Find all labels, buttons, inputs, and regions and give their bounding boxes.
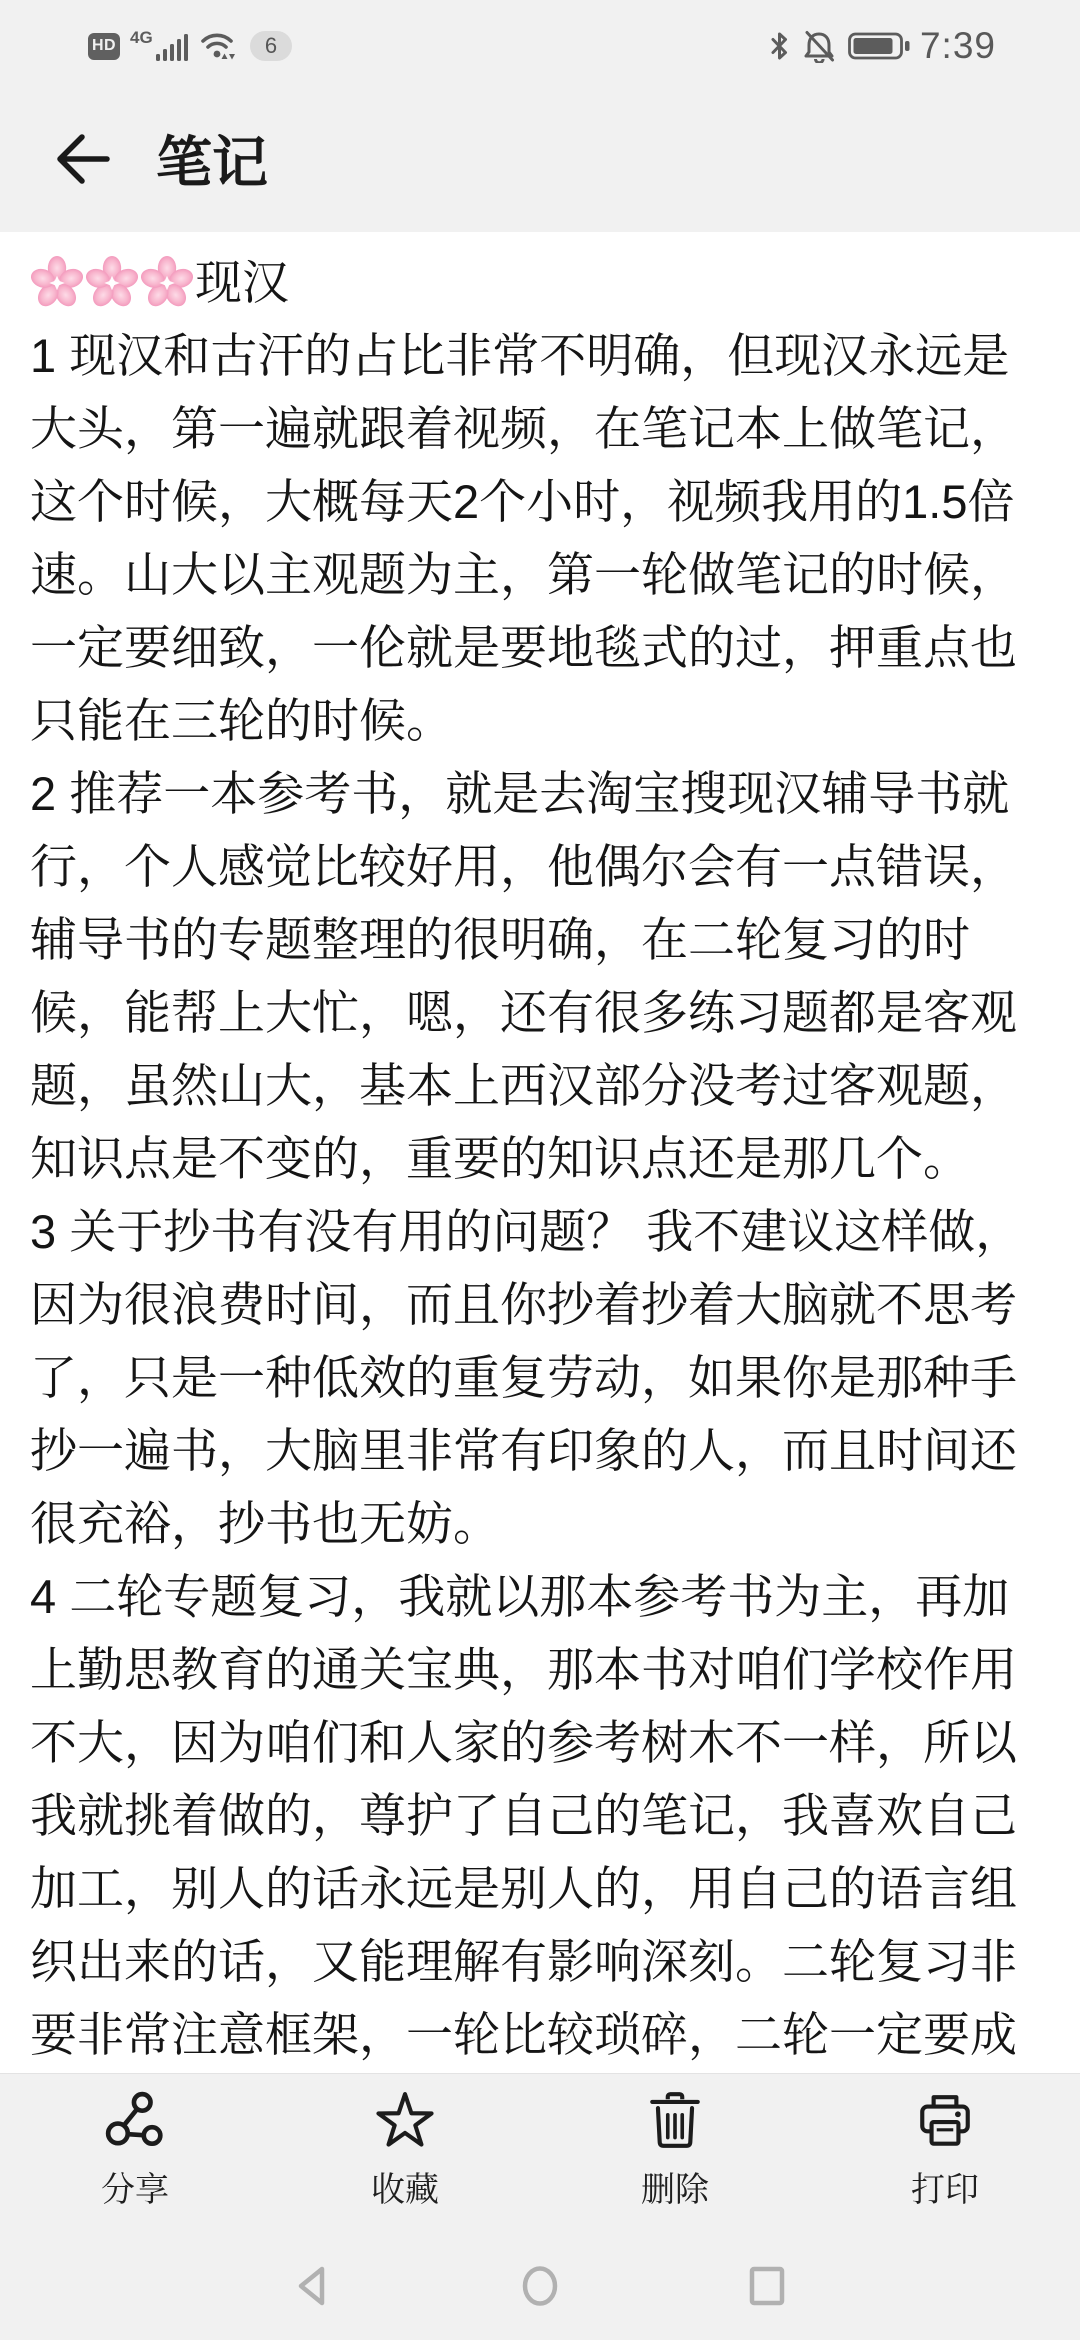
- note-line: 上勤思教育的通关宝典，那本书对咱们学校作用: [30, 1643, 1017, 1696]
- nav-recents-square-icon: [740, 2259, 794, 2313]
- cherry-blossom-icon: [140, 256, 194, 310]
- print-label: 打印: [911, 2171, 979, 2209]
- back-button[interactable]: [52, 131, 112, 187]
- status-left-cluster: [88, 30, 292, 62]
- share-icon: [104, 2090, 166, 2152]
- favorite-button[interactable]: [270, 2074, 540, 2231]
- note-line: 织出来的话，又能理解有影响深刻。二轮复习非: [30, 1935, 1017, 1988]
- note-line: 因为很浪费时间，而且你抄着抄着大脑就不思考: [30, 1278, 1017, 1331]
- note-line: 行，个人感觉比较好用，他偶尔会有一点错误，: [30, 840, 1017, 893]
- nav-back-triangle-icon: [286, 2259, 340, 2313]
- bottom-toolbar: [0, 2073, 1080, 2231]
- note-line: 题，虽然山大，基本上西汉部分没考过客观题，: [30, 1059, 1017, 1112]
- nav-home-circle-icon: [513, 2259, 567, 2313]
- system-nav-bar: [0, 2231, 1080, 2340]
- hd-volte-icon: HD: [88, 33, 120, 60]
- arrow-left-icon: [53, 132, 111, 186]
- bluetooth-icon: [769, 30, 790, 62]
- clock-time: 7:39: [919, 25, 996, 66]
- note-line: 这个时候，大概每天2个小时，视频我用的1.5倍: [30, 475, 1015, 528]
- cell-signal-icon: [130, 28, 192, 61]
- note-heading: 现汉: [195, 256, 289, 309]
- favorite-label: 收藏: [371, 2171, 439, 2209]
- note-line: 速。山大以主观题为主，第一轮做笔记的时候，: [30, 548, 1017, 601]
- note-line: 3 关于抄书有没有用的问题？ 我不建议这样做，: [30, 1205, 1023, 1258]
- star-icon: [374, 2090, 436, 2152]
- flower-row: [30, 256, 195, 310]
- note-line: 2 推荐一本参考书，就是去淘宝搜现汉辅导书就: [30, 767, 1010, 820]
- note-line: 了，只是一种低效的重复劳动，如果你是那种手: [30, 1351, 1017, 1404]
- printer-icon: [914, 2090, 976, 2152]
- note-lines: [30, 319, 1050, 2071]
- app-header: [0, 86, 1080, 232]
- battery-icon: [848, 32, 910, 60]
- signal-bars-icon: [156, 33, 192, 61]
- wifi-icon: [200, 30, 236, 62]
- status-bar: [0, 0, 1080, 86]
- note-line: 只能在三轮的时候。: [30, 694, 453, 747]
- note-line: 加工，别人的话永远是别人的，用自己的语言组: [30, 1862, 1017, 1915]
- note-body[interactable]: [0, 232, 1080, 2073]
- network-type-label: 4G: [130, 28, 153, 47]
- note-line: 很充裕，抄书也无妨。: [30, 1497, 500, 1550]
- note-line: 大头，第一遍就跟着视频，在笔记本上做笔记，: [30, 402, 1017, 455]
- status-right-cluster: [760, 25, 996, 67]
- nav-recents-button[interactable]: [740, 2259, 794, 2313]
- cherry-blossom-icon: [30, 256, 84, 310]
- trash-icon: [644, 2090, 706, 2152]
- note-line: 抄一遍书，大脑里非常有印象的人，而且时间还: [30, 1424, 1017, 1477]
- cherry-blossom-icon: [85, 256, 139, 310]
- note-line: 4 二轮专题复习，我就以那本参考书为主，再加: [30, 1570, 1010, 1623]
- nav-back-button[interactable]: [286, 2259, 340, 2313]
- notification-count-badge: 6: [250, 31, 292, 61]
- share-label: 分享: [101, 2171, 169, 2209]
- note-line: 一定要细致，一伦就是要地毯式的过，押重点也: [30, 621, 1017, 674]
- nav-home-button[interactable]: [513, 2259, 567, 2313]
- print-button[interactable]: [810, 2074, 1080, 2231]
- note-line: 要非常注意框架，一轮比较琐碎，二轮一定要成: [30, 2008, 1017, 2061]
- notifications-muted-icon: [799, 29, 839, 63]
- note-line: 我就挑着做的，尊护了自己的笔记，我喜欢自己: [30, 1789, 1017, 1842]
- delete-button[interactable]: [540, 2074, 810, 2231]
- note-line: 不大，因为咱们和人家的参考树木不一样，所以: [30, 1716, 1017, 1769]
- note-line: 1 现汉和古汗的占比非常不明确，但现汉永远是: [30, 329, 1010, 382]
- note-line: 候，能帮上大忙，嗯，还有很多练习题都是客观: [30, 986, 1017, 1039]
- note-line: 辅导书的专题整理的很明确，在二轮复习的时: [30, 913, 970, 966]
- share-button[interactable]: [0, 2074, 270, 2231]
- note-heading-line: [30, 246, 1050, 319]
- page-title: 笔记: [156, 131, 268, 194]
- delete-label: 删除: [641, 2171, 709, 2209]
- note-line: 知识点是不变的，重要的知识点还是那几个。: [30, 1132, 970, 1185]
